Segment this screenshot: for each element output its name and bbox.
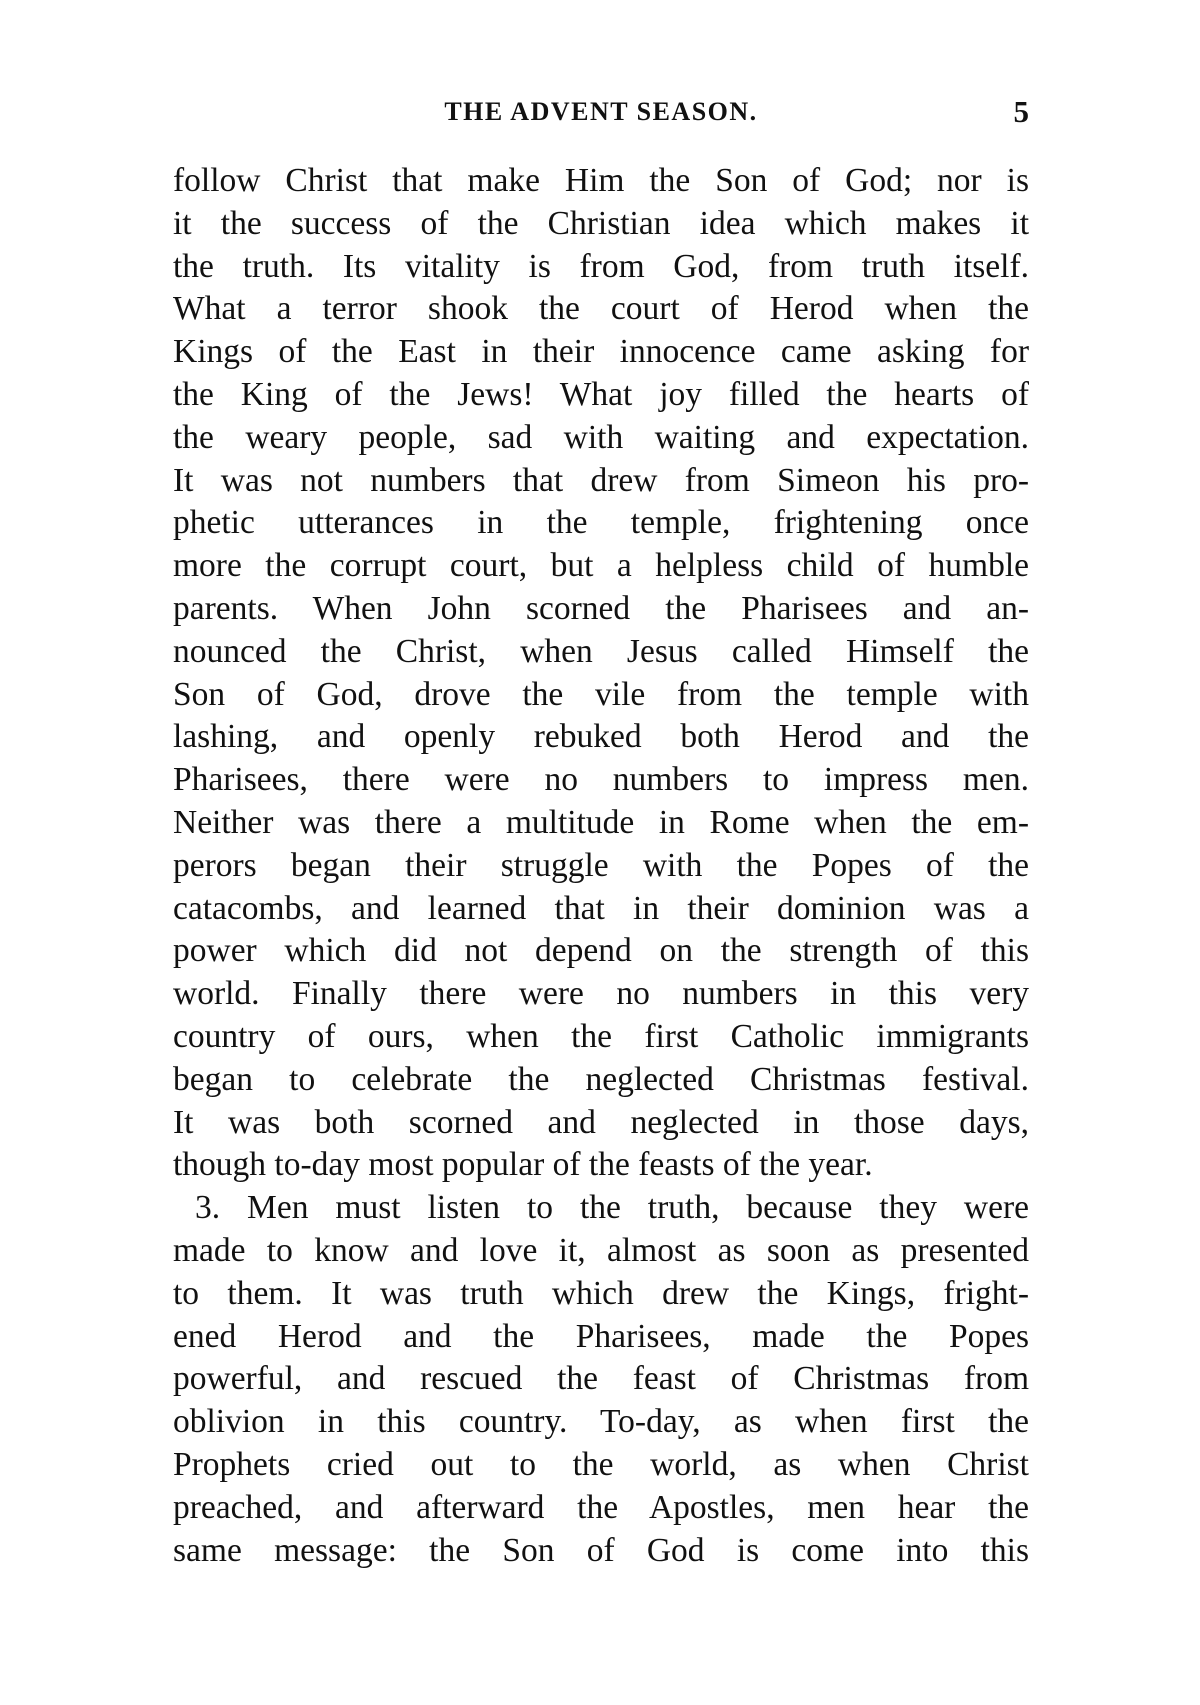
text-line: It was both scorned and neglected in those days, bbox=[173, 1103, 1029, 1141]
text-line: it the success of the Christian idea which makes it bbox=[173, 204, 1029, 242]
text-line: the King of the Jews! What joy filled the hearts of bbox=[173, 375, 1029, 413]
text-line: country of ours, when the first Catholic immigrants bbox=[173, 1017, 1029, 1055]
text-line: nounced the Christ, when Jesus called Himself the bbox=[173, 632, 1029, 670]
text-line: powerful, and rescued the feast of Christmas from bbox=[173, 1360, 1029, 1398]
text-line: preached, and afterward the Apostles, men hear the bbox=[173, 1488, 1029, 1526]
text-line: same message: the Son of God is come into this bbox=[173, 1531, 1029, 1569]
text-line: phetic utterances in the temple, frightening once bbox=[173, 504, 1029, 542]
text-line: to them. It was truth which drew the Kings, fright- bbox=[173, 1274, 1029, 1312]
text-line: made to know and love it, almost as soon as presented bbox=[173, 1231, 1029, 1269]
text-line: the truth. Its vitality is from God, from truth itself. bbox=[173, 247, 1029, 285]
text-line: Son of God, drove the vile from the temple with bbox=[173, 675, 1029, 713]
text-line: parents. When John scorned the Pharisees and an- bbox=[173, 589, 1029, 627]
text-line: lashing, and openly rebuked both Herod and the bbox=[173, 718, 1029, 756]
text-line: Prophets cried out to the world, as when Christ bbox=[173, 1445, 1029, 1483]
text-line: the weary people, sad with waiting and expectation. bbox=[173, 418, 1029, 456]
text-line: world. Finally there were no numbers in this very bbox=[173, 975, 1029, 1013]
text-line: follow Christ that make Him the Son of God; nor is bbox=[173, 162, 1029, 199]
paragraph-last-line: though to-day most popular of the feasts of the year. bbox=[173, 1146, 873, 1184]
text-line: It was not numbers that drew from Simeon his pro- bbox=[173, 461, 1029, 499]
page-number: 5 bbox=[1013, 94, 1029, 129]
text-line: perors began their struggle with the Popes of the bbox=[173, 846, 1029, 884]
text-line: catacombs, and learned that in their dominion was a bbox=[173, 889, 1029, 927]
text-line: oblivion in this country. To-day, as when first the bbox=[173, 1403, 1029, 1441]
paragraph-first-line: 3. Men must listen to the truth, because they were bbox=[195, 1189, 1029, 1227]
text-line: Pharisees, there were no numbers to impress men. bbox=[173, 761, 1029, 799]
text-line: Kings of the East in their innocence came asking for bbox=[173, 333, 1029, 371]
text-line: Neither was there a multitude in Rome when the em- bbox=[173, 803, 1029, 841]
running-head bbox=[173, 92, 1029, 132]
body-text bbox=[173, 160, 1029, 1572]
text-line: ened Herod and the Pharisees, made the Popes bbox=[173, 1317, 1029, 1355]
text-line: What a terror shook the court of Herod when the bbox=[173, 290, 1029, 328]
running-title: THE ADVENT SEASON. bbox=[444, 97, 758, 126]
text-line: power which did not depend on the strength of this bbox=[173, 932, 1029, 970]
text-line: began to celebrate the neglected Christmas festival. bbox=[173, 1060, 1029, 1098]
text-line: more the corrupt court, but a helpless child of humble bbox=[173, 547, 1029, 585]
